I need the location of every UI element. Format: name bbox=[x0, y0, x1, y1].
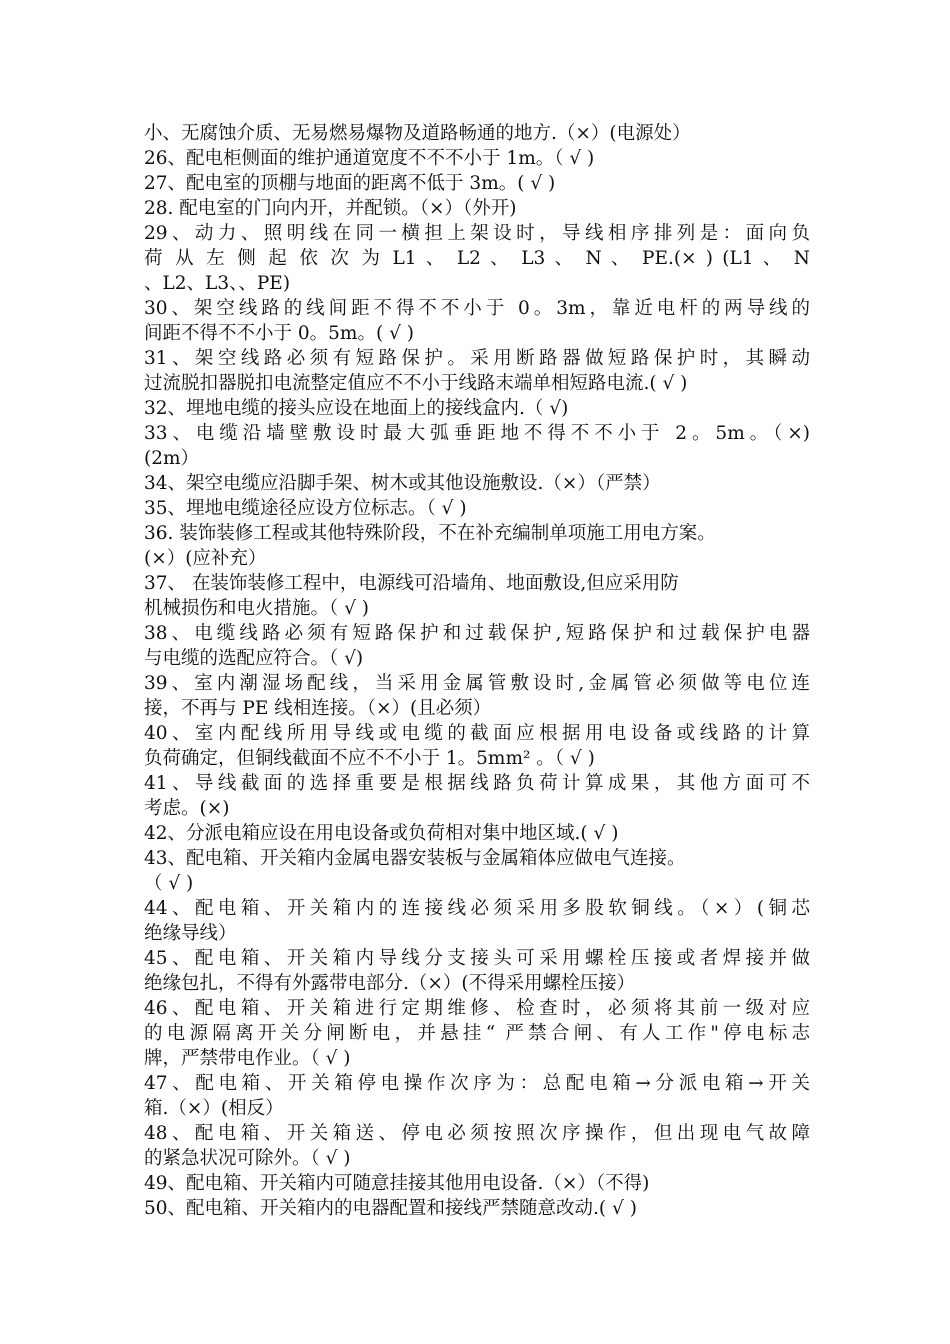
text-line-18: (×）(应补充） bbox=[144, 548, 267, 569]
text-line-34: 45、配电箱、开关箱内导线分支接头可采用螺栓压接或者焊接并做 bbox=[144, 948, 810, 969]
text-line-29: 42、分派电箱应设在用电设备或负荷相对集中地区域.( √ ) bbox=[144, 823, 619, 844]
text-line-26: 负荷确定，但铜线截面不应不不小于 1。5mm² 。（ √ ) bbox=[144, 748, 595, 769]
text-line-25: 40、室内配线所用导线或电缆的截面应根据用电设备或线路的计算 bbox=[144, 723, 810, 744]
text-line-19: 37、 在装饰装修工程中，电源线可沿墙角、地面敷设,但应采用防 bbox=[144, 573, 679, 594]
text-line-38: 牌，严禁带电作业。（ √ ) bbox=[144, 1048, 351, 1069]
text-line-3: 27、配电室的顶棚与地面的距离不低于 3m。( √ ) bbox=[144, 173, 556, 194]
text-line-12: 32、埋地电缆的接头应设在地面上的接线盒内.（ √) bbox=[144, 398, 569, 419]
text-line-5: 29、动力、照明线在同一横担上架设时，导线相序排列是：面向负 bbox=[144, 223, 810, 244]
text-line-35: 绝缘包扎，不得有外露带电部分.（×）(不得采用螺栓压接） bbox=[144, 973, 636, 994]
text-line-32: 44、配电箱、开关箱内的连接线必须采用多股软铜线。（×）(铜芯 bbox=[144, 898, 810, 919]
text-line-11: 过流脱扣器脱扣电流整定值应不不小于线路末端单相短路电流.( √ ) bbox=[144, 373, 688, 394]
text-line-15: 34、架空电缆应沿脚手架、树木或其他设施敷设.（×）（严禁） bbox=[144, 473, 661, 494]
text-line-36: 46、配电箱、开关箱进行定期维修、检查时，必须将其前一级对应 bbox=[144, 998, 810, 1019]
text-line-41: 48、配电箱、开关箱送、停电必须按照次序操作，但出现电气故障 bbox=[144, 1123, 810, 1144]
text-line-7: 、L2、L3、、PE) bbox=[144, 273, 291, 294]
text-line-43: 49、配电箱、开关箱内可随意挂接其他用电设备.（×）（不得) bbox=[144, 1173, 650, 1194]
text-line-20: 机械损伤和电火措施。（ √ ) bbox=[144, 598, 370, 619]
text-line-17: 36. 装饰装修工程或其他特殊阶段，不在补充编制单项施工用电方案。 bbox=[144, 523, 716, 544]
text-line-44: 50、配电箱、开关箱内的电器配置和接线严禁随意改动.( √ ) bbox=[144, 1198, 637, 1219]
text-line-22: 与电缆的选配应符合。（ √) bbox=[144, 648, 364, 669]
text-line-37: 的电源隔离开关分闸断电，并悬挂“ 严禁合闸、有人工作"停电标志 bbox=[144, 1023, 810, 1044]
text-line-24: 接，不再与 PE 线相连接。（×）(且必须） bbox=[144, 698, 492, 719]
text-line-40: 箱.（×）(相反） bbox=[144, 1098, 284, 1119]
text-line-8: 30、架空线路的线间距不得不不小于 0。3m，靠近电杆的两导线的 bbox=[144, 298, 810, 319]
text-line-30: 43、配电箱、开关箱内金属电器安装板与金属箱体应做电气连接。 bbox=[144, 848, 686, 869]
text-line-27: 41、导线截面的选择重要是根据线路负荷计算成果，其他方面可不 bbox=[144, 773, 810, 794]
text-line-16: 35、埋地电缆途径应设方位标志。（ √ ) bbox=[144, 498, 467, 519]
text-line-21: 38、电缆线路必须有短路保护和过载保护,短路保护和过载保护电器 bbox=[144, 623, 810, 644]
text-line-31: （ √ ) bbox=[144, 873, 194, 894]
text-line-42: 的紧急状况可除外。（ √ ) bbox=[144, 1148, 351, 1169]
text-line-9: 间距不得不不小于 0。5m。( √ ) bbox=[144, 323, 414, 344]
text-line-1: 小、无腐蚀介质、无易燃易爆物及道路畅通的地方.（×）(电源处） bbox=[144, 123, 691, 144]
text-line-10: 31、架空线路必须有短路保护。采用断路器做短路保护时，其瞬动 bbox=[144, 348, 810, 369]
text-line-4: 28. 配电室的门向内开，并配锁。（×）（外开) bbox=[144, 198, 517, 219]
text-line-13: 33、电缆沿墙壁敷设时最大弧垂距地不得不不小于 2。5m。（×) bbox=[144, 423, 810, 444]
text-line-39: 47、配电箱、开关箱停电操作次序为：总配电箱→分派电箱→开关 bbox=[144, 1073, 810, 1094]
text-line-14: (2m） bbox=[144, 448, 200, 469]
text-line-2: 26、配电柜侧面的维护通道宽度不不不小于 1m。（ √ ) bbox=[144, 148, 595, 169]
text-line-33: 绝缘导线） bbox=[144, 923, 237, 944]
text-line-6: 荷 从 左 侧 起 依 次 为 L1 、 L2 、 L3 、 N 、 PE.(× ) (L1 、 N bbox=[144, 248, 810, 269]
text-line-23: 39、室内潮湿场配线，当采用金属管敷设时,金属管必须做等电位连 bbox=[144, 673, 810, 694]
text-line-28: 考虑。(×) bbox=[144, 798, 230, 819]
document-body bbox=[144, 121, 810, 1221]
